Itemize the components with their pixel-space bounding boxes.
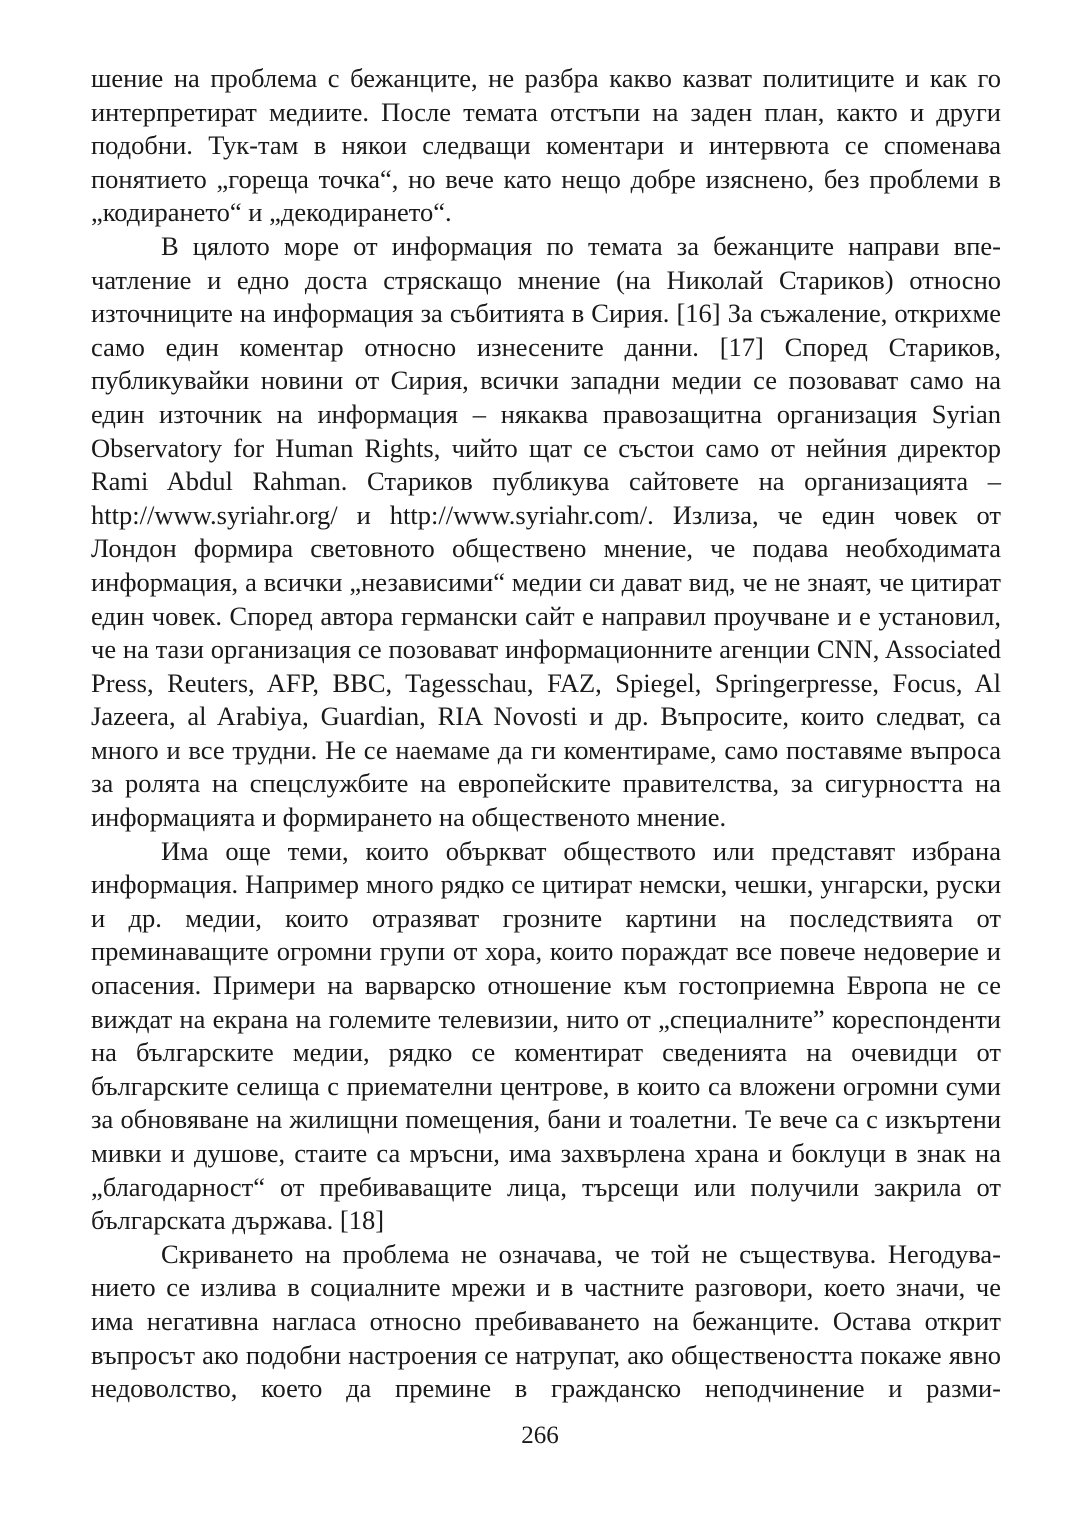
paragraph-information-sources: В цялото море от информация по темата за бежанците направи впечатление и едно доста стряскащо мнение (на Николай Стариков) относно източниците на информация за събитията в Сирия. [16] За съжаление, открихме само един коментар относно изнесените данни. [17] Според Стариков, публикувайки новини от Сирия, всички западни медии се позовават само на един източник на информация – някаква правозащитна организация Syrian Observatory for Human Rights, чийто щат се състои само от нейния директор Rami Abdul Rahman. Стариков публикува сайтовете на организацията – http://www.syriahr.org/ и http://www.syriahr.com/. Излиза, че един човек от Лондон формира световното обществено мнение, че подава необходимата информация, а всички „независими“ медии си дават вид, че не знаят, че цитират един човек. Според автора германски сайт е направил проучване и е установил, че на тази организация се позовават информационните агенции CNN, Associated Press, Reuters, AFP, BBC, Tagesschau, FAZ, Spiegel, Springerpresse, Focus, Al Jazeera, al Arabiya, Guardian, RIA Novosti и др. Въпросите, които следват, са много и все трудни. Не се наемаме да ги коментираме, само поставяме въпроса за ролята на спецслужбите на европейските правителства, за сигурността на информацията и формирането на общественото мнение.: [91, 230, 1001, 833]
paragraph-hidden-problem: [91, 1238, 1001, 1406]
paragraph-hidden-problem-text: Скриването на проблема не означава, че той не съществува. Негодуванието се излива в социалните мрежи и в частните разговори, което значи, че има негативна нагласа относно пребиваването на бежанците. Остава открит въпросът ако подобни настроения се натрупат, ако обществеността покаже явно недоволство, което да премине в гражданско неподчинение и разми-: [91, 1238, 1001, 1404]
paragraph-selected-information: Има още теми, които объркват обществото или представят избрана информация. Например много рядко се цитират немски, чешки, унгарски, руски и др. медии, които отразяват грозните картини на последствията от преминаващите огромни групи от хора, които пораждат все повече недоверие и опасения. Примери на варварско отношение към гостоприемна Европа не се виждат на екрана на големите телевизии, нито от „специалните” кореспонденти на българските медии, рядко се коментират сведенията на очевидци от българските селища с приемателни центрове, в които са вложени огромни суми за обновяване на жилищни помещения, бани и тоалетни. Те вече са с изкъртени мивки и душове, стаите са мръсни, има захвърлена храна и боклуци в знак на „благодарност“ от пребиваващите лица, търсещи или получили закрила от българската държава. [18]: [91, 835, 1001, 1236]
document-page: [91, 62, 1001, 1406]
paragraph-continuation: шение на проблема с бежанците, не разбра какво казват политиците и как го интерпретират медиите. После темата отстъпи на заден план, както и други подобни. Тук-там в някои следващи коментари и интервюта се споменава понятието „гореща точка“, но вече като нещо добре изяснено, без проблеми в „кодирането“ и „декодирането“.: [91, 63, 1001, 228]
page-number: 266: [521, 1422, 559, 1449]
